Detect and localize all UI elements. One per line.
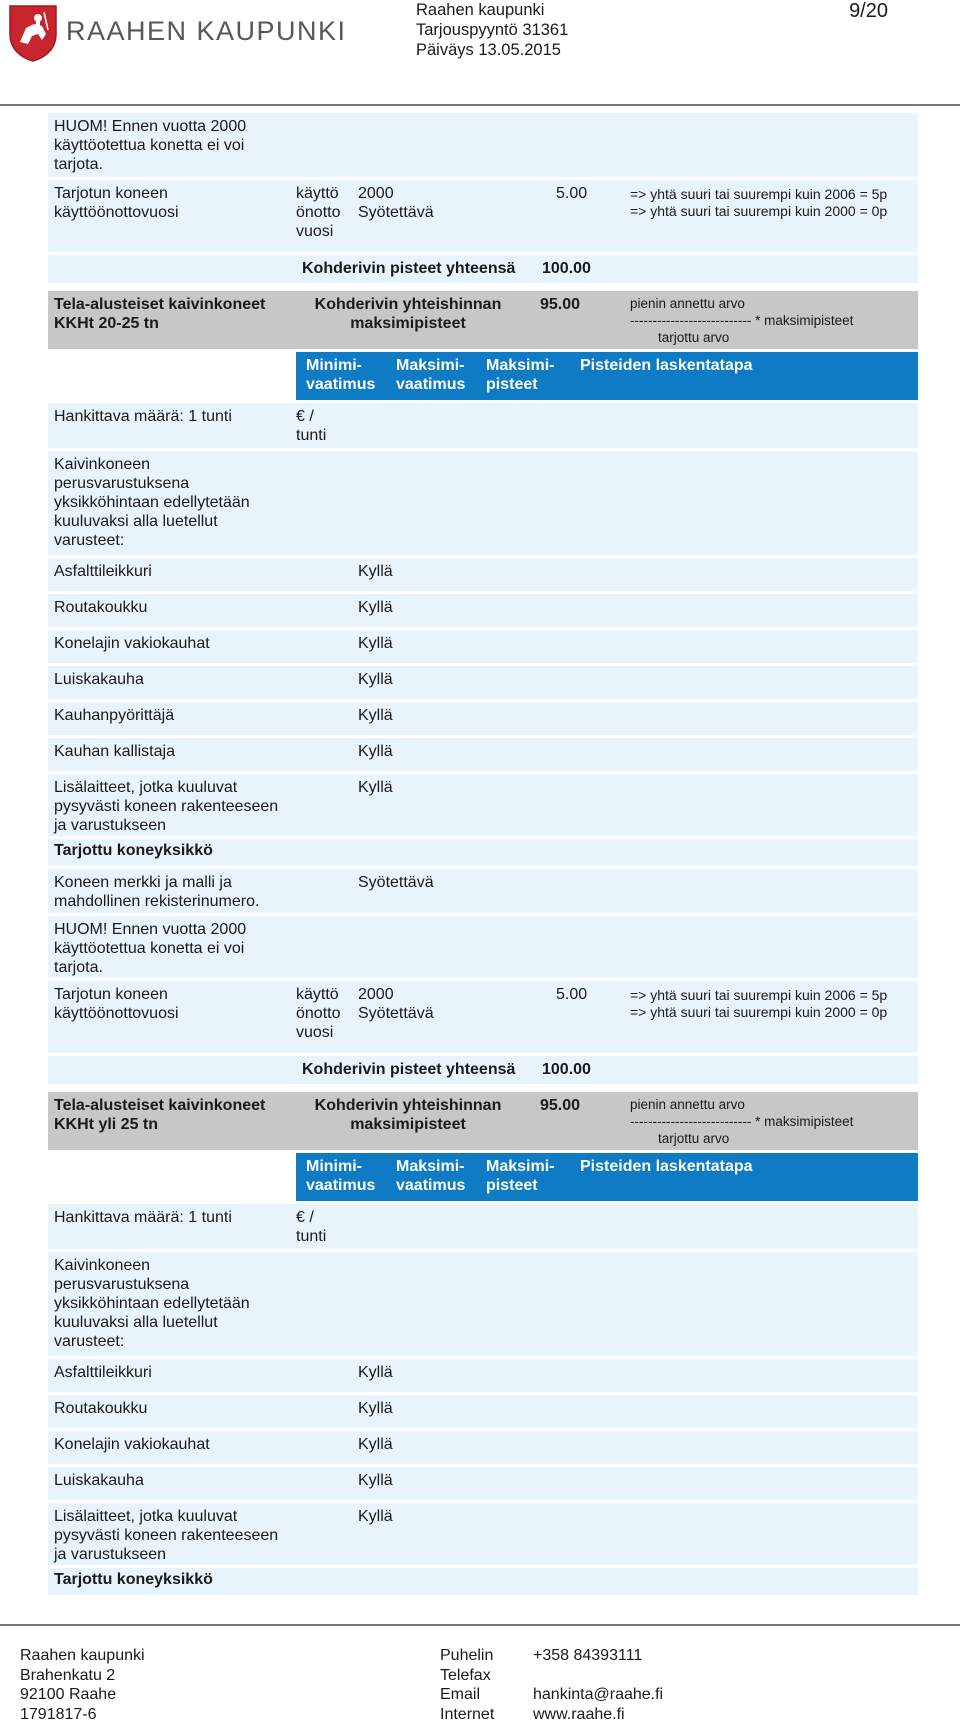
- equipment-row: [48, 594, 918, 627]
- equipment-requirement: Kyllä: [358, 599, 393, 616]
- logo-wordmark: RAAHEN KAUPUNKI: [66, 16, 347, 46]
- year-points: 5.00: [556, 185, 588, 202]
- year-row: [48, 180, 918, 252]
- unit-heading: Tarjottu koneyksikkö: [54, 842, 213, 859]
- max-points-value: 95.00: [540, 296, 581, 313]
- formula-denominator: tarjottu arvo: [658, 330, 730, 345]
- header-divider: [0, 104, 960, 106]
- col-max-points: Maksimi-pisteet: [486, 357, 555, 393]
- equipment-requirement: Kyllä: [358, 1508, 393, 1525]
- max-points-label: Kohderivin yhteishinnan maksimipisteet: [314, 296, 502, 332]
- equipment-row: [48, 774, 918, 836]
- formula-numerator: pienin annettu arvo: [630, 1097, 745, 1112]
- equipment-label: Luiskakauha: [54, 1472, 144, 1489]
- note-row: [48, 916, 918, 978]
- equipment-requirement: Kyllä: [358, 743, 393, 760]
- document-date: Päiväys 13.05.2015: [416, 41, 561, 59]
- equipment-label: Kauhan kallistaja: [54, 743, 175, 760]
- document-info: [416, 0, 568, 60]
- quantity-label: Hankittava määrä: 1 tunti: [54, 1209, 232, 1226]
- note-text: HUOM! Ennen vuotta 2000 käyttöotettua konetta ei voi tarjota.: [54, 118, 247, 173]
- total-row: [48, 255, 918, 283]
- equipment-requirement: Kyllä: [358, 1364, 393, 1381]
- year-label: Tarjotun koneen käyttöönottovuosi: [54, 986, 179, 1022]
- total-label: Kohderivin pisteet yhteensä: [302, 260, 516, 277]
- equipment-row: [48, 666, 918, 699]
- equipment-requirement: Kyllä: [358, 563, 393, 580]
- footer-contact-labels: [440, 1646, 494, 1724]
- website-link[interactable]: www.raahe.fi: [533, 1705, 625, 1723]
- equipment-label: Kauhanpyörittäjä: [54, 707, 175, 724]
- footer-street: Brahenkatu 2: [20, 1666, 116, 1684]
- equipment-requirement: Kyllä: [358, 1436, 393, 1453]
- year-row: [48, 981, 918, 1053]
- max-points-value: 95.00: [540, 1097, 581, 1114]
- col-min-requirement: Minimi-vaatimus: [306, 357, 376, 393]
- equipment-row: [48, 558, 918, 591]
- footer-address: [20, 1646, 145, 1724]
- year-value: 2000: [358, 185, 394, 202]
- equipment-label: Asfalttileikkuri: [54, 1364, 152, 1381]
- phone-label: Puhelin: [440, 1647, 494, 1664]
- quantity-label: Hankittava määrä: 1 tunti: [54, 408, 232, 425]
- equipment-label: Konelajin vakiokauhat: [54, 635, 210, 652]
- formula-divider: --------------------------- * maksimipisteet: [630, 1114, 854, 1129]
- equipment-label: Routakoukku: [54, 599, 148, 616]
- equipment-intro: Kaivinkoneen perusvarustuksena yksikköhintaan edellytetään kuuluvaksi alla luetellut varusteet:: [54, 456, 250, 549]
- phone-value: +358 84393111: [533, 1647, 643, 1664]
- year-rules: [630, 186, 910, 220]
- year-points: 5.00: [556, 986, 588, 1003]
- equipment-label: Routakoukku: [54, 1400, 148, 1417]
- tender-table: [48, 113, 918, 1598]
- footer-org: Raahen kaupunki: [20, 1647, 145, 1664]
- email-link[interactable]: hankinta@raahe.fi: [533, 1686, 664, 1703]
- equipment-intro-row: [48, 1252, 918, 1356]
- year-rule-1: => yhtä suuri tai suurempi kuin 2006 = 5p: [630, 987, 888, 1003]
- formula-denominator: tarjottu arvo: [658, 1131, 730, 1146]
- email-label: Email: [440, 1686, 481, 1703]
- footer-divider: [0, 1624, 960, 1626]
- equipment-label: Konelajin vakiokauhat: [54, 1436, 210, 1453]
- page-number: 9/20: [849, 0, 888, 22]
- equipment-row: [48, 1503, 918, 1565]
- col-max-requirement: Maksimi-vaatimus: [396, 1158, 466, 1194]
- equipment-label: Lisälaitteet, jotka kuuluvat pysyvästi koneen rakenteeseen ja varustukseen: [54, 1508, 279, 1563]
- equipment-requirement: Kyllä: [358, 1400, 393, 1417]
- scoring-formula: [630, 1096, 920, 1147]
- make-row: [48, 869, 918, 913]
- tender-number: Tarjouspyyntö 31361: [416, 21, 569, 39]
- equipment-row: [48, 1431, 918, 1464]
- unit-heading-row: [48, 839, 918, 866]
- year-rule-1: => yhtä suuri tai suurempi kuin 2006 = 5p: [630, 186, 888, 202]
- formula-numerator: pienin annettu arvo: [630, 296, 745, 311]
- scoring-formula: [630, 295, 920, 346]
- equipment-label: Lisälaitteet, jotka kuuluvat pysyvästi koneen rakenteeseen ja varustukseen: [54, 779, 279, 834]
- equipment-requirement: Kyllä: [358, 1472, 393, 1489]
- year-value: 2000: [358, 986, 394, 1003]
- col-max-points: Maksimi-pisteet: [486, 1158, 555, 1194]
- section-title: Tela-alusteiset kaivinkoneet KKHt 20-25 tn: [54, 296, 266, 332]
- footer-postal: 92100 Raahe: [20, 1686, 117, 1703]
- city-crest-logo-icon: [8, 4, 58, 62]
- quantity-row: [48, 403, 918, 448]
- equipment-row: [48, 738, 918, 771]
- year-input-hint: Syötettävä: [358, 1005, 434, 1022]
- total-row: [48, 1056, 918, 1084]
- fax-label: Telefax: [440, 1666, 491, 1684]
- unit-heading: Tarjottu koneyksikkö: [54, 1571, 213, 1588]
- year-value-field[interactable]: [358, 985, 538, 1023]
- equipment-label: Asfalttileikkuri: [54, 563, 152, 580]
- equipment-requirement: Kyllä: [358, 779, 393, 796]
- equipment-row: [48, 1359, 918, 1392]
- col-min-requirement: Minimi-vaatimus: [306, 1158, 376, 1194]
- year-rule-2: => yhtä suuri tai suurempi kuin 2000 = 0p: [630, 203, 888, 219]
- total-label: Kohderivin pisteet yhteensä: [302, 1061, 516, 1078]
- col-max-requirement: Maksimi-vaatimus: [396, 357, 466, 393]
- max-points-label: Kohderivin yhteishinnan maksimipisteet: [314, 1097, 502, 1133]
- equipment-row: [48, 702, 918, 735]
- column-header-row: [48, 1153, 918, 1201]
- equipment-row: [48, 1395, 918, 1428]
- year-input-hint: Syötettävä: [358, 204, 434, 221]
- equipment-intro: Kaivinkoneen perusvarustuksena yksikköhintaan edellytetään kuuluvaksi alla luetellut varusteet:: [54, 1257, 250, 1350]
- fax-value: [533, 1666, 663, 1686]
- make-input-field[interactable]: Syötettävä: [358, 874, 434, 891]
- footer-contact-values: [533, 1646, 663, 1724]
- org-name: Raahen kaupunki: [416, 1, 545, 19]
- footer-business-id: 1791817-6: [20, 1705, 97, 1723]
- equipment-requirement: Kyllä: [358, 635, 393, 652]
- total-value: 100.00: [542, 260, 591, 277]
- make-label: Koneen merkki ja malli ja mahdollinen rekisterinumero.: [54, 874, 260, 910]
- section-header-row: [48, 291, 918, 349]
- equipment-intro-row: [48, 451, 918, 555]
- year-label: Tarjotun koneen käyttöönottovuosi: [54, 185, 179, 221]
- formula-divider: --------------------------- * maksimipisteet: [630, 313, 854, 328]
- section-title: Tela-alusteiset kaivinkoneet KKHt yli 25 tn: [54, 1097, 266, 1133]
- internet-label: Internet: [440, 1705, 495, 1723]
- col-scoring-method: Pisteiden laskentatapa: [580, 357, 753, 374]
- year-unit: käyttö önotto vuosi: [296, 185, 341, 240]
- total-value: 100.00: [542, 1061, 591, 1078]
- col-scoring-method: Pisteiden laskentatapa: [580, 1158, 753, 1175]
- year-value-field[interactable]: [358, 184, 538, 222]
- year-rule-2: => yhtä suuri tai suurempi kuin 2000 = 0p: [630, 1004, 888, 1020]
- quantity-row: [48, 1204, 918, 1249]
- note-text: HUOM! Ennen vuotta 2000 käyttöotettua konetta ei voi tarjota.: [54, 921, 247, 976]
- unit-heading-row: [48, 1568, 918, 1595]
- note-row: [48, 113, 918, 177]
- year-rules: [630, 987, 910, 1021]
- quantity-unit: € / tunti: [296, 1209, 327, 1245]
- quantity-unit: € / tunti: [296, 408, 327, 444]
- page-header: [0, 0, 960, 104]
- column-header-row: [48, 352, 918, 400]
- equipment-requirement: Kyllä: [358, 671, 393, 688]
- equipment-row: [48, 1467, 918, 1500]
- section-header-row: [48, 1092, 918, 1150]
- equipment-row: [48, 630, 918, 663]
- equipment-requirement: Kyllä: [358, 707, 393, 724]
- year-unit: käyttö önotto vuosi: [296, 986, 341, 1041]
- equipment-label: Luiskakauha: [54, 671, 144, 688]
